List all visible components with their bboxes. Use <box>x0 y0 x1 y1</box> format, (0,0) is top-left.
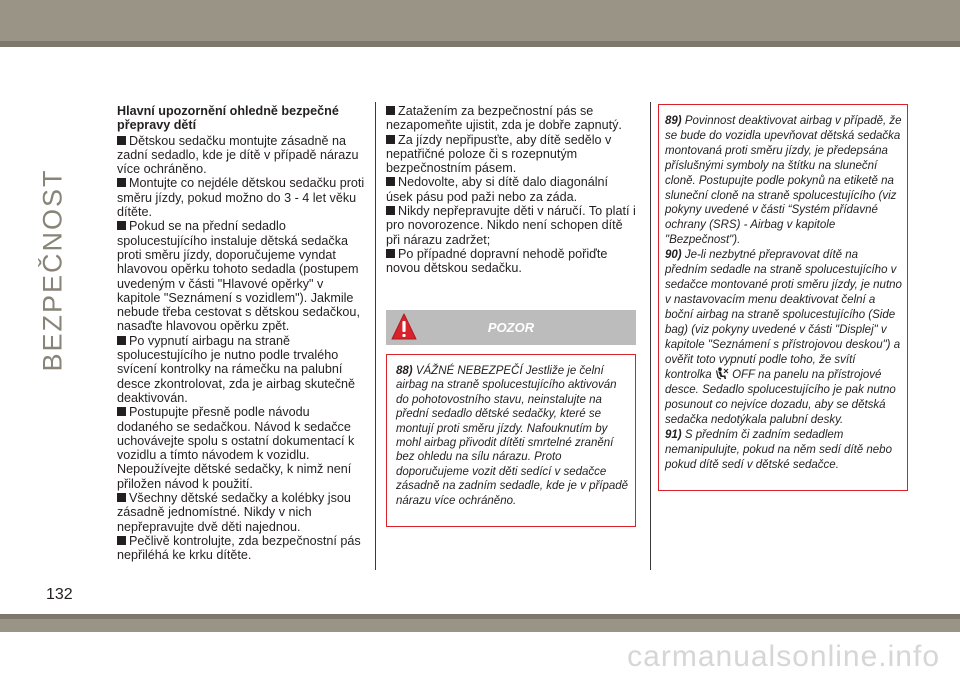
list-item: Nedovolte, aby si dítě dalo diagonální úsek pásu pod paži nebo za záda. <box>386 175 609 204</box>
list-item: Pokud se na přední sedadlo spolucestujícího instaluje dětská sedačka proti směru jízdy, doporučujeme vyndat hlavovou opěrku tohoto sedadla (postupem uvedeným v části "Hlavové opěrky" v kapitole "Seznámení s vozidlem"). Jakmile nebude třeba cestovat s dětskou sedačkou, nasaďte hlavovou opěrku zpět. <box>117 219 360 334</box>
note-text: Je-li nezbytné přepravovat dítě na předním sedadle na straně spolucestujícího v sedačce montované proti směru jízdy, je nutno v nastavovacím menu deaktivovat čelní a boční airbag na straně spolucestujícího (Side bag) (viz pokyny uvedené v části "Displej" v kapitole "Seznámení s přístrojovou deskou") a ověřit toto vypnutí podle toho, že svítí kontrolka <box>665 249 902 382</box>
note-text: S předním či zadním sedadlem nemanipulujte, pokud na něm sedí dítě nebo pokud dítě sedí v dětské sedačce. <box>665 429 892 471</box>
note-text: OFF na panelu na přístrojové desce. Sedadlo spolucestujícího je pak nutno posunout co nejvíce dozadu, aby se dětská sedačka nedotýkala palubní desky. <box>665 369 896 427</box>
list-item: Po případné dopravní nehodě pořiďte novou dětskou sedačku. <box>386 246 608 276</box>
top-band <box>0 0 960 47</box>
warning-title: POZOR <box>487 320 535 335</box>
section-heading: Hlavní upozornění ohledně bezpečné přepravy dětí <box>117 104 339 133</box>
checkbox-bullet-icon <box>117 536 126 545</box>
note-number: 91) <box>665 429 682 442</box>
notes-box <box>658 104 908 491</box>
passenger-airbag-off-icon <box>715 367 729 380</box>
list-item: Dětskou sedačku montujte zásadně na zadní sedadlo, kde je dítě v případě nárazu více ochráněno. <box>117 133 359 177</box>
column-divider <box>375 102 376 570</box>
list-item: Pečlivě kontrolujte, zda bezpečnostní pás nepřiléhá ke krku dítěte. <box>117 533 361 563</box>
watermark <box>0 640 960 674</box>
warning-note-box <box>386 354 636 527</box>
note-number: 89) <box>665 115 682 127</box>
warning-header-bar <box>386 310 636 345</box>
checkbox-bullet-icon <box>386 106 395 115</box>
checkbox-bullet-icon <box>386 135 395 144</box>
column-1 <box>117 104 365 563</box>
column-divider <box>650 102 651 570</box>
section-label-text: BEZPEČNOST <box>37 168 68 372</box>
list-item: Montujte co nejdéle dětskou sedačku proti směru jízdy, pokud možno do 3 - 4 let věku dítěte. <box>117 176 365 220</box>
checkbox-bullet-icon <box>386 206 395 215</box>
checkbox-bullet-icon <box>386 249 395 258</box>
list-item: Postupujte přesně podle návodu dodaného se sedačkou. Návod k sedačce uchovávejte spolu s ostatní dokumentací k vozidlu a tímto návodem k vozidlu. Nepoužívejte dětské sedačky, k nimž není přiložen návod k použití. <box>117 405 355 491</box>
bottom-band-stripe <box>0 614 960 619</box>
bottom-band <box>0 614 960 632</box>
checkbox-bullet-icon <box>117 178 126 187</box>
checkbox-bullet-icon <box>117 493 126 502</box>
column-2 <box>386 104 636 276</box>
list-item: Za jízdy nepřipusťte, aby dítě sedělo v nepatřičné poloze či s rozepnutým bezpečnostním pásem. <box>386 132 612 176</box>
warning-triangle-icon <box>391 313 417 341</box>
checkbox-bullet-icon <box>117 221 126 230</box>
note-number: 90) <box>665 249 682 262</box>
list-item: Po vypnutí airbagu na straně spolucestujícího je nutno podle trvalého svícení kontrolky na rámečku na palubní desce zkontrolovat, zda je airbag skutečně deaktivován. <box>117 333 356 405</box>
list-item: Zatažením za bezpečnostní pás se nezapomeňte ujistit, zda je dobře zapnutý. <box>386 104 622 133</box>
note-number: 88) <box>396 365 413 377</box>
note-text: VÁŽNÉ NEBEZPEČÍ Jestliže je čelní airbag na straně spolucestujícího aktivován do pohotovostního stavu, neinstalujte na přední sedadlo dětské sedačky, které se montují proti směru jízdy. Nafouknutím by mohl airbag přivodit dítěti smrtelné zranění bez ohledu na sílu nárazu. Proto doporučujeme vozit děti sedící v sedačce zásadně na zadním sedadle, kde je v případě nárazu více ochráněno. <box>396 365 629 507</box>
list-item: Všechny dětské sedačky a kolébky jsou zásadně jednomístné. Nikdy v nich nepřepravujte dvě děti najednou. <box>117 491 351 534</box>
checkbox-bullet-icon <box>117 336 126 345</box>
watermark-text: carmanualsonline.info <box>627 640 940 673</box>
checkbox-bullet-icon <box>117 136 126 145</box>
page-number: 132 <box>46 586 73 603</box>
note-text: Povinnost deaktivovat airbag v případě, že se bude do vozidla upevňovat dětská sedačka montovaná proti směru jízdy, je předepsána příslušnými symboly na štítku na sluneční cloně. Postupujte podle pokynů na etiketě na sluneční cloně na straně spolucestujícího (viz pokyny uvedené v části “Systém přídavné ochrany (SRS) - Airbag v kapitole "Bezpečnost"). <box>665 115 902 247</box>
checkbox-bullet-icon <box>386 177 395 186</box>
checkbox-bullet-icon <box>117 407 126 416</box>
top-band-stripe <box>0 41 960 47</box>
list-item: Nikdy nepřepravujte děti v náručí. To platí i pro novorozence. Nikdo není schopen dítě při nárazu zadržet; <box>386 204 636 247</box>
